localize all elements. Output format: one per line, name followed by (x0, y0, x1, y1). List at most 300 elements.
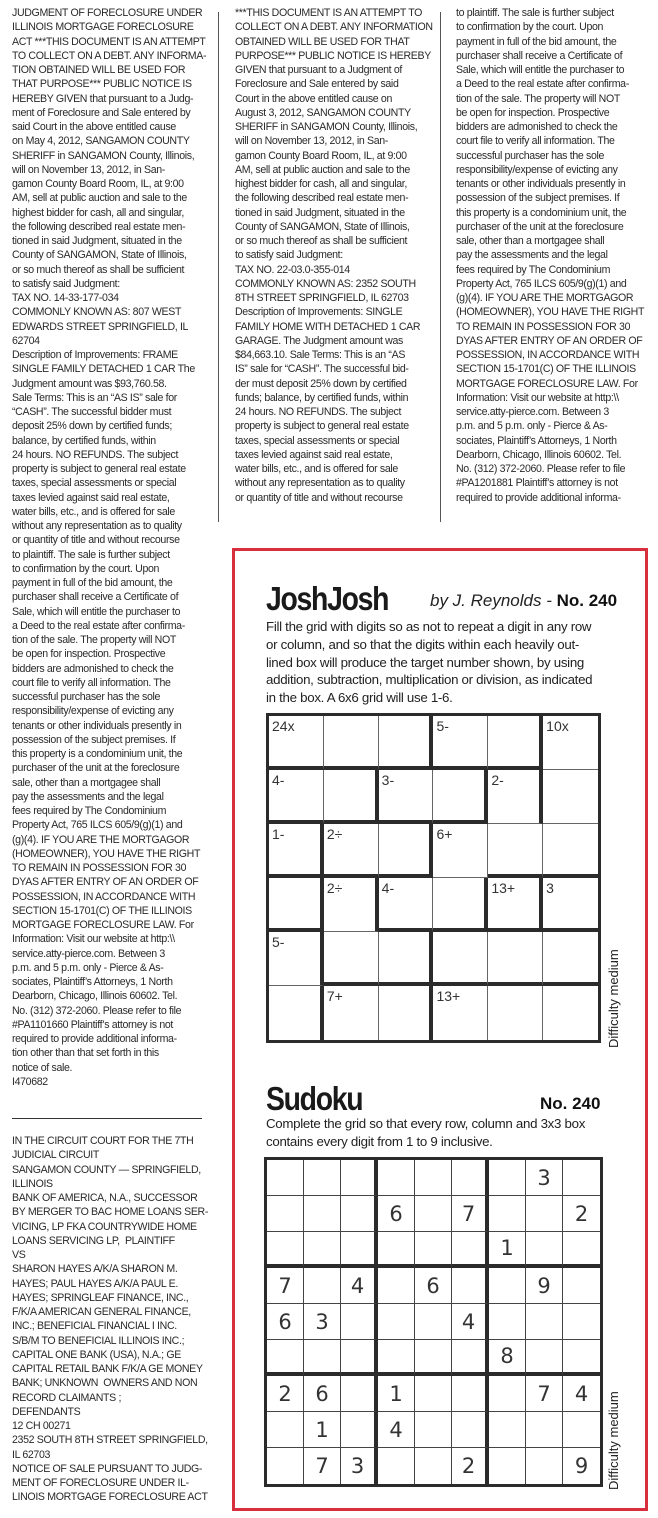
joshjosh-cell[interactable] (433, 986, 488, 1040)
text-line: payment in full of the bid amount, the (456, 35, 617, 48)
text-line: pay the assessments and the legal (456, 249, 608, 262)
text-line: to plaintiff. The sale is further subject (456, 7, 614, 19)
sudoku-cell[interactable] (452, 1412, 489, 1448)
joshjosh-difficulty: Difficulty medium (606, 949, 621, 1048)
joshjosh-cell[interactable] (379, 932, 434, 986)
text-line: $84,663.10. Sale Terms: This is an “AS (235, 349, 406, 361)
joshjosh-cell[interactable] (488, 824, 543, 878)
text-line: successful purchaser has the sole (456, 149, 605, 162)
text-line: purchaser shall receive a Certificate of (12, 591, 179, 604)
joshjosh-grid (266, 713, 601, 1043)
sudoku-cell[interactable] (563, 1268, 600, 1304)
text-line: LINOIS MORTGAGE FORECLOSURE ACT (12, 1491, 208, 1504)
text-line: GARAGE. The Judgment amount was (235, 334, 403, 347)
text-line: CAPITAL RETAIL BANK F/K/A GE MONEY (12, 1363, 203, 1375)
text-line: TO COLLECT ON A DEBT. ANY INFORMA- (12, 49, 207, 62)
instruction-line: or column, and so that the digits within each heavily out- (266, 636, 579, 652)
text-line: SHERIFF in SANGAMON County, Illinois, (12, 149, 195, 162)
text-line: JUDICIAL CIRCUIT (12, 1149, 100, 1162)
sudoku-cell[interactable] (341, 1412, 378, 1448)
text-line: “CASH”. The successful bidder must (12, 406, 172, 418)
text-line: or quantity of title and without recourse (235, 491, 403, 504)
text-line: PURPOSE*** PUBLIC NOTICE IS HEREBY (235, 49, 431, 62)
text-line: water bills, etc., and is offered for sale (12, 505, 175, 518)
joshjosh-cell[interactable] (543, 770, 598, 824)
text-line: Description of Improvements: FRAME (12, 349, 178, 361)
instruction-line: contains every digit from 1 to 9 inclusive. (266, 1133, 493, 1149)
text-line: TION OBTAINED WILL BE USED FOR (12, 64, 186, 76)
column-divider (440, 12, 441, 522)
sudoku-cell[interactable] (563, 1340, 600, 1376)
sudoku-cell[interactable] (304, 1160, 341, 1196)
sudoku-cell[interactable] (341, 1376, 378, 1412)
sudoku-cell[interactable] (452, 1340, 489, 1376)
sudoku-cell[interactable]: 4 (341, 1268, 378, 1304)
text-line: fees required by The Condominium (12, 805, 167, 817)
text-line: DYAS AFTER ENTRY OF AN ORDER OF (456, 334, 643, 347)
text-line: highest bidder for cash, all and singular, (235, 178, 407, 190)
text-line: ILLINOIS MORTGAGE FORECLOSURE (12, 21, 194, 34)
text-line: to confirmation by the court. Upon (12, 562, 160, 575)
joshjosh-cell[interactable] (324, 824, 379, 878)
joshjosh-cell[interactable] (488, 716, 543, 770)
sudoku-title: Sudoku (266, 1080, 363, 1117)
cage-clue: 1- (272, 826, 285, 842)
sudoku-cell[interactable] (378, 1160, 415, 1196)
sudoku-cell[interactable] (452, 1268, 489, 1304)
text-line: (HOMEOWNER), YOU HAVE THE RIGHT (456, 306, 645, 319)
text-line: tioned in said Judgment, situated in the (235, 206, 405, 219)
text-line: TO REMAIN IN POSSESSION FOR 30 (456, 320, 631, 333)
text-line: No. (312) 372-2060. Please refer to file (12, 1004, 182, 1017)
text-line: (g)(4). IF YOU ARE THE MORTGAGOR (12, 833, 190, 846)
joshjosh-cell[interactable] (269, 878, 324, 932)
text-line: property is subject to general real estate (12, 463, 186, 475)
text-line: BY MERGER TO BAC HOME LOANS SER- (12, 1206, 209, 1219)
text-line: funds; balance, by certified funds, within (235, 391, 409, 404)
text-line: AM, sell at public auction and sale to the (12, 192, 187, 205)
text-line: IL 62703 (12, 1448, 51, 1461)
notice-separator (12, 1118, 202, 1119)
text-line: (g)(4). IF YOU ARE THE MORTGAGOR (456, 292, 634, 304)
text-line: BANK; UNKNOWN OWNERS AND NON (12, 1377, 198, 1390)
text-line: property is subject to general real estate (235, 420, 409, 433)
sudoku-cell[interactable] (378, 1340, 415, 1376)
text-line: without any representation as to quality (12, 520, 182, 532)
text-line: 24 hours. NO REFUNDS. The subject (12, 448, 179, 461)
text-line: will on November 13, 2012, in San- (12, 163, 165, 176)
text-line: successful purchaser has the sole (12, 691, 161, 703)
joshjosh-cell[interactable] (488, 878, 543, 932)
text-line: responsibility/expense of evicting any (456, 163, 618, 176)
joshjosh-title: JoshJosh (266, 580, 389, 617)
text-line: ACT ***THIS DOCUMENT IS AN ATTEMPT (12, 35, 206, 48)
sudoku-cell[interactable] (304, 1196, 341, 1232)
sudoku-cell[interactable] (489, 1160, 526, 1196)
text-line: RECORD CLAIMANTS ; (12, 1391, 122, 1404)
text-line: taxes levied against said real estate, (235, 448, 393, 461)
text-line: tenants or other individuals presently in (12, 719, 182, 732)
sudoku-cell[interactable] (563, 1160, 600, 1196)
sudoku-cell[interactable] (378, 1268, 415, 1304)
text-line: COMMONLY KNOWN AS: 2352 SOUTH (235, 277, 416, 290)
text-line: Court in the above entitled cause on (235, 92, 393, 105)
sudoku-cell[interactable] (489, 1376, 526, 1412)
text-line: MORTGAGE FORECLOSURE LAW. For (12, 919, 194, 931)
sudoku-grid (264, 1157, 603, 1487)
sudoku-cell[interactable]: 3 (341, 1448, 378, 1484)
sudoku-cell[interactable] (452, 1376, 489, 1412)
cage-clue: 24x (272, 718, 295, 734)
sudoku-cell[interactable] (415, 1196, 452, 1232)
sudoku-cell[interactable] (563, 1232, 600, 1268)
joshjosh-cell[interactable] (433, 770, 488, 824)
sudoku-cell[interactable] (563, 1412, 600, 1448)
text-line: VS (12, 1249, 26, 1261)
text-line: service.atty-pierce.com. Between 3 (456, 406, 609, 418)
text-line: GIVEN that pursuant to a Judgment of (235, 64, 403, 76)
sudoku-cell[interactable]: 1 (489, 1232, 526, 1268)
text-line: court file to verify all information. The (12, 676, 171, 689)
sudoku-cell[interactable]: 6 (304, 1376, 341, 1412)
cage-clue: 10x (546, 718, 569, 734)
text-line: DEFENDANTS (12, 1405, 81, 1418)
sudoku-cell[interactable]: 2 (563, 1196, 600, 1232)
text-line: this property is a condominium unit, the (456, 206, 627, 219)
text-line: responsibility/expense of evicting any (12, 705, 174, 718)
sudoku-cell[interactable] (489, 1268, 526, 1304)
sudoku-cell[interactable] (415, 1160, 452, 1196)
cage-clue: 3 (546, 880, 554, 896)
sudoku-cell[interactable] (267, 1448, 304, 1484)
sudoku-cell[interactable] (489, 1196, 526, 1232)
cage-clue: 4- (381, 880, 395, 896)
sudoku-cell[interactable]: 4 (452, 1304, 489, 1340)
sudoku-number: No. 240 (540, 1094, 601, 1113)
text-line: VICING, LP FKA COUNTRYWIDE HOME (12, 1220, 197, 1233)
text-line: to confirmation by the court. Upon (456, 21, 604, 34)
instruction-line: Fill the grid with digits so as not to repeat a digit in any row (266, 619, 592, 634)
sudoku-cell[interactable] (415, 1412, 452, 1448)
joshjosh-cell[interactable] (543, 932, 598, 986)
sudoku-cell[interactable]: 6 (267, 1304, 304, 1340)
text-line: der must deposit 25% down by certified (235, 377, 407, 390)
sudoku-cell[interactable]: 2 (267, 1376, 304, 1412)
joshjosh-cell[interactable] (324, 716, 379, 770)
text-line: court file to verify all information. The (456, 135, 615, 148)
sudoku-cell[interactable]: 7 (267, 1268, 304, 1304)
text-line: notice of sale. (12, 1061, 73, 1074)
text-line: or so much thereof as shall be sufficient (235, 235, 408, 247)
sudoku-cell[interactable] (378, 1232, 415, 1268)
text-line: fees required by The Condominium (456, 263, 611, 276)
text-line: MORTGAGE FORECLOSURE LAW. For (456, 377, 638, 390)
joshjosh-cell[interactable] (269, 932, 324, 986)
text-line: OBTAINED WILL BE USED FOR THAT (235, 35, 410, 48)
text-line: Foreclosure and Sale entered by said (235, 78, 399, 91)
sudoku-cell[interactable] (341, 1196, 378, 1232)
text-line: HAYES; PAUL HAYES A/K/A PAUL E. (12, 1277, 178, 1290)
text-line: or so much thereof as shall be sufficient (12, 263, 185, 276)
instruction-line: addition, subtraction, multiplication or division, as indicated (266, 672, 593, 688)
text-line: SECTION 15-1701(C) OF THE ILLINOIS (456, 363, 636, 376)
text-line: THAT PURPOSE*** PUBLIC NOTICE IS (12, 78, 192, 91)
instruction-line: lined box will produce the target number shown, by using (266, 654, 585, 670)
joshjosh-cell[interactable] (433, 824, 488, 878)
legal-notice-column-3 (456, 6, 656, 505)
text-line: bidders are admonished to check the (456, 121, 618, 133)
text-line: F/K/A AMERICAN GENERAL FINANCE, (12, 1306, 191, 1318)
sudoku-cell[interactable] (267, 1196, 304, 1232)
text-line: service.atty-pierce.com. Between 3 (12, 947, 165, 960)
sudoku-cell[interactable]: 8 (489, 1340, 526, 1376)
joshjosh-cell[interactable] (324, 932, 379, 986)
text-line: to plaintiff. The sale is further subject (12, 548, 170, 561)
sudoku-cell[interactable] (415, 1376, 452, 1412)
text-line: FAMILY HOME WITH DETACHED 1 CAR (235, 320, 421, 333)
sudoku-cell[interactable] (526, 1232, 563, 1268)
text-line: to satisfy said Judgment: (235, 249, 343, 262)
text-line: BANK OF AMERICA, N.A., SUCCESSOR (12, 1192, 198, 1204)
text-line: sociates, Plaintiff’s Attorneys, 1 North (12, 976, 173, 988)
text-line: S/B/M TO BENEFICIAL ILLINOIS INC.; (12, 1334, 185, 1347)
text-line: Dearborn, Chicago, Illinois 60602. Tel. (456, 448, 622, 461)
joshjosh-cell[interactable] (269, 824, 324, 878)
joshjosh-cell[interactable] (324, 770, 379, 824)
sudoku-cell[interactable] (526, 1304, 563, 1340)
text-line: SECTION 15-1701(C) OF THE ILLINOIS (12, 904, 192, 917)
sudoku-cell[interactable]: 3 (526, 1160, 563, 1196)
legal-notice-column-2 (235, 6, 435, 505)
joshjosh-cell[interactable] (269, 986, 324, 1040)
joshjosh-cell[interactable] (488, 770, 543, 824)
text-line: HEREBY GIVEN that pursuant to a Judg- (12, 92, 194, 105)
text-line: MENT OF FORECLOSURE UNDER IL- (12, 1477, 189, 1489)
text-line: (HOMEOWNER), YOU HAVE THE RIGHT (12, 847, 201, 860)
sudoku-cell[interactable]: 1 (304, 1412, 341, 1448)
sudoku-cell[interactable] (452, 1232, 489, 1268)
sudoku-cell[interactable] (378, 1304, 415, 1340)
sudoku-cell[interactable] (489, 1412, 526, 1448)
text-line: water bills, etc., and is offered for sale (235, 463, 398, 475)
text-line: TAX NO. 14-33-177-034 (12, 292, 119, 304)
sudoku-cell[interactable] (526, 1196, 563, 1232)
text-line: possession of the subject premises. If (12, 733, 176, 746)
text-line: this property is a condominium unit, the (12, 748, 183, 760)
joshjosh-cell[interactable] (433, 716, 488, 770)
text-line: AM, sell at public auction and sale to the (235, 163, 410, 176)
sudoku-difficulty: Difficulty medium (606, 1391, 621, 1490)
sudoku-cell[interactable] (267, 1160, 304, 1196)
legal-notice-column-1-second (12, 1134, 212, 1505)
column-divider (218, 12, 219, 522)
joshjosh-cell[interactable] (543, 986, 598, 1040)
text-line: tion of the sale. The property will NOT (12, 634, 176, 646)
text-line: to satisfy said Judgment: (12, 277, 120, 290)
text-line: deposit 25% down by certified funds; (12, 420, 172, 433)
sudoku-cell[interactable]: 7 (526, 1376, 563, 1412)
text-line: tion other than that set forth in this (12, 1047, 159, 1060)
joshjosh-author: by J. Reynolds - (430, 591, 552, 610)
joshjosh-cell[interactable] (379, 716, 434, 770)
sudoku-cell[interactable]: 6 (378, 1196, 415, 1232)
joshjosh-cell[interactable] (379, 824, 434, 878)
joshjosh-cell[interactable] (543, 716, 598, 770)
text-line: 12 CH 00271 (12, 1420, 71, 1432)
sudoku-cell[interactable]: 9 (574, 1454, 589, 1478)
sudoku-cell[interactable] (526, 1340, 563, 1376)
text-line: TO REMAIN IN POSSESSION FOR 30 (12, 862, 187, 874)
text-line: purchaser shall receive a Certificate of (456, 49, 623, 62)
sudoku-cell[interactable]: 1 (378, 1376, 415, 1412)
text-line: said Court in the above entitled cause (12, 121, 176, 133)
sudoku-cell[interactable]: 2 (452, 1448, 489, 1484)
cage-clue: 7+ (326, 988, 343, 1004)
text-line: Property Act, 765 ILCS 605/9(g)(1) and (456, 277, 627, 290)
text-line: No. (312) 372-2060. Please refer to file (456, 463, 626, 475)
joshjosh-cell[interactable] (379, 986, 434, 1040)
cage-clue: 13+ (436, 988, 461, 1004)
text-line: or quantity of title and without recourse (12, 534, 180, 547)
joshjosh-byline (430, 591, 617, 611)
sudoku-cell[interactable] (267, 1232, 304, 1268)
cage-clue: 2- (491, 772, 504, 788)
cage-clue: 2÷ (326, 880, 343, 896)
cage-clue: 5- (272, 934, 285, 950)
joshjosh-cell[interactable] (269, 770, 324, 824)
sudoku-cell[interactable]: 7 (304, 1448, 341, 1484)
sudoku-cell[interactable]: 6 (415, 1268, 452, 1304)
joshjosh-cell[interactable] (543, 824, 598, 878)
sudoku-cell[interactable] (267, 1412, 304, 1448)
text-line: sale, other than a mortgagee shall (12, 776, 161, 789)
text-line: payment in full of the bid amount, the (12, 577, 173, 589)
joshjosh-cell[interactable] (379, 878, 434, 932)
sudoku-cell[interactable] (267, 1340, 304, 1376)
sudoku-cell[interactable] (304, 1232, 341, 1268)
text-line: tioned in said Judgment, situated in the (12, 235, 182, 247)
text-line: taxes, special assessments or special (12, 477, 177, 490)
text-line: County of SANGAMON, State of Illinois, (12, 249, 187, 262)
text-line: 62704 (12, 334, 40, 347)
text-line: without any representation as to quality (235, 477, 405, 490)
sudoku-cell[interactable] (378, 1448, 415, 1484)
text-line: NOTICE OF SALE PURSUANT TO JUDG- (12, 1462, 203, 1475)
sudoku-cell[interactable] (489, 1304, 526, 1340)
text-line: Information: Visit our website at http:\\ (456, 391, 619, 404)
text-line: Judgment amount was $93,760.58. (12, 377, 167, 390)
text-line: 24 hours. NO REFUNDS. The subject (235, 406, 402, 418)
joshjosh-cell[interactable] (433, 932, 488, 986)
text-line: taxes levied against said real estate, (12, 491, 170, 504)
text-line: be open for inspection. Prospective (12, 648, 166, 661)
joshjosh-cell[interactable] (433, 878, 488, 932)
legal-notice-column-1 (12, 6, 212, 1089)
sudoku-cell[interactable] (304, 1268, 341, 1304)
text-line: be open for inspection. Prospective (456, 106, 610, 119)
sudoku-cell[interactable] (563, 1304, 600, 1340)
text-line: County of SANGAMON, State of Illinois, (235, 220, 410, 233)
text-line: taxes, special assessments or special (235, 434, 400, 447)
sudoku-cell[interactable] (526, 1412, 563, 1448)
cage-clue: 13+ (491, 880, 516, 896)
text-line: balance, by certified funds, within (12, 434, 156, 447)
text-line: tion of the sale. The property will NOT (456, 92, 620, 105)
text-line: bidders are admonished to check the (12, 662, 174, 675)
sudoku-cell[interactable]: 7 (452, 1196, 489, 1232)
text-line: IN THE CIRCUIT COURT FOR THE 7TH (12, 1135, 194, 1147)
text-line: #PA1201881 Plaintiff’s attorney is not (456, 477, 618, 490)
sudoku-cell[interactable] (415, 1448, 452, 1484)
sudoku-cell[interactable] (415, 1232, 452, 1268)
text-line: purchaser of the unit at the foreclosure (456, 220, 624, 233)
text-line: ment of Foreclosure and Sale entered by (12, 106, 191, 119)
sudoku-cell[interactable] (415, 1304, 452, 1340)
text-line: I470682 (12, 1075, 48, 1088)
joshjosh-cell[interactable] (324, 986, 379, 1040)
text-line: August 3, 2012, SANGAMON COUNTY (235, 106, 411, 119)
text-line: POSSESSION, IN ACCORDANCE WITH (456, 349, 640, 361)
sudoku-cell[interactable]: 4 (563, 1376, 600, 1412)
sudoku-cell[interactable] (415, 1340, 452, 1376)
sudoku-cell[interactable] (304, 1340, 341, 1376)
text-line: ***THIS DOCUMENT IS AN ATTEMPT TO (235, 7, 423, 19)
joshjosh-cell[interactable] (488, 986, 543, 1040)
text-line: INC.; BENEFICIAL FINANCIAL I INC. (12, 1320, 177, 1333)
cage-clue: 3- (381, 772, 395, 788)
joshjosh-cell[interactable] (488, 932, 543, 986)
joshjosh-cell[interactable] (269, 716, 324, 770)
text-line: p.m. and 5 p.m. only - Pierce & As- (456, 420, 608, 433)
text-line: JUDGMENT OF FORECLOSURE UNDER (12, 7, 203, 19)
sudoku-cell[interactable]: 4 (378, 1412, 415, 1448)
text-line: TAX NO. 22-03.0-355-014 (235, 263, 350, 276)
joshjosh-instructions (266, 618, 592, 707)
sudoku-cell[interactable]: 9 (526, 1268, 563, 1304)
text-line: Sale, which will entitle the purchaser to (456, 64, 625, 76)
text-line: possession of the subject premises. If (456, 192, 620, 205)
instruction-line: in the box. A 6x6 grid will use 1-6. (266, 690, 453, 706)
joshjosh-cell[interactable] (543, 878, 598, 932)
sudoku-cell[interactable] (341, 1232, 378, 1268)
sudoku-cell[interactable] (341, 1304, 378, 1340)
joshjosh-cell[interactable] (324, 878, 379, 932)
text-line: highest bidder for cash, all and singular, (12, 206, 184, 219)
instruction-line: Complete the grid so that every row, column and 3x3 box (266, 1116, 586, 1131)
sudoku-cell[interactable]: 3 (304, 1304, 341, 1340)
text-line: p.m. and 5 p.m. only - Pierce & As- (12, 961, 164, 974)
sudoku-cell[interactable] (489, 1448, 526, 1484)
text-line: Dearborn, Chicago, Illinois 60602. Tel. (12, 990, 178, 1003)
text-line: purchaser of the unit at the foreclosure (12, 762, 180, 775)
text-line: POSSESSION, IN ACCORDANCE WITH (12, 890, 196, 903)
sudoku-cell[interactable] (526, 1448, 563, 1484)
cage-clue: 4- (272, 772, 285, 788)
cage-clue: 6+ (436, 826, 453, 842)
text-line: #PA1101660 Plaintiff’s attorney is not (12, 1018, 174, 1031)
text-line: Sale Terms: This is an “AS IS” sale for (12, 391, 177, 404)
text-line: Sale, which will entitle the purchaser to (12, 605, 181, 618)
joshjosh-cell[interactable] (379, 770, 434, 824)
cage-clue: 2÷ (326, 826, 343, 842)
cage-clue: 5- (436, 718, 449, 734)
sudoku-cell[interactable] (341, 1160, 378, 1196)
text-line: SANGAMON COUNTY — SPRINGFIELD, (12, 1163, 201, 1176)
sudoku-cell[interactable] (341, 1340, 378, 1376)
sudoku-cell[interactable] (452, 1160, 489, 1196)
text-line: tenants or other individuals presently in (456, 178, 626, 190)
text-line: SINGLE FAMILY DETACHED 1 CAR The (12, 363, 195, 376)
